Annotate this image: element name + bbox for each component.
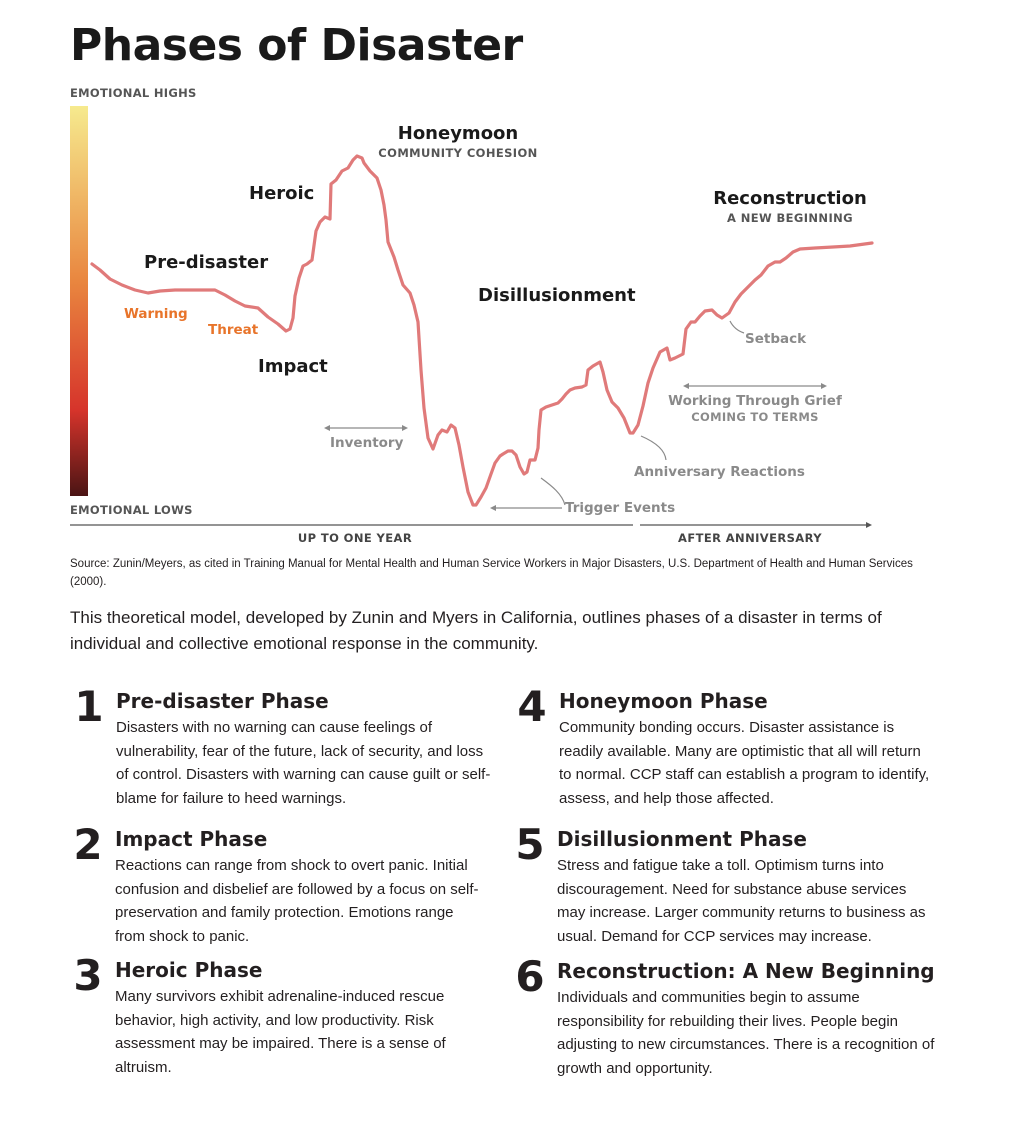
phase-description: Community bonding occurs. Disaster assistance is readily available. Many are optimistic that all will return to normal. CCP staff can establish a program to identify, assess, and help those affected.: [559, 719, 930, 807]
phase-2: [73, 820, 515, 948]
phase-title: Reconstruction: A New Beginning: [557, 959, 935, 983]
phase-5: [515, 820, 957, 948]
intro-paragraph: This theoretical model, developed by Zunin and Myers in California, outlines phases of a disaster in terms of individual and collective emotional response in the community.: [70, 608, 882, 653]
phase-number: 4: [517, 682, 547, 731]
phase-number: 5: [515, 820, 545, 869]
label-pre-disaster: Pre-disaster: [144, 252, 269, 273]
phase-number: 6: [515, 952, 545, 1001]
label-trigger-events: Trigger Events: [565, 500, 676, 516]
source-citation: Source: Zunin/Meyers, as cited in Training Manual for Mental Health and Human Service Workers in Major Disasters, U.S. Department of Health and Human Services (2000).: [70, 558, 913, 588]
label-working-through-grief: Working Through Grief: [668, 393, 842, 409]
phase-number: 1: [74, 682, 104, 731]
trigger-events-connector: [490, 478, 565, 511]
grief-arrow: [683, 383, 827, 389]
phase-title: Disillusionment Phase: [557, 827, 807, 851]
phase-number: 3: [73, 951, 103, 1000]
anniversary-connector: [641, 436, 666, 460]
label-impact: Impact: [258, 356, 328, 377]
phase-description: Individuals and communities begin to assume responsibility for rebuilding their lives. People begin adjusting to new circumstances. There is a recognition of growth and opportunity.: [557, 989, 935, 1077]
label-threat: Threat: [208, 322, 259, 338]
phase-description: Disasters with no warning can cause feelings of vulnerability, fear of the future, lack of security, and loss of control. Disasters with warning can cause guilt or self-blame for failure to heed warnings.: [116, 719, 491, 807]
phase-6: [515, 952, 957, 1080]
phases-diagram: [0, 0, 1011, 552]
setback-connector: [730, 321, 744, 333]
phase-number: 2: [73, 820, 103, 869]
page-title: Phases of Disaster: [70, 20, 523, 71]
phase-3: [73, 951, 515, 1079]
label-reconstruction: Reconstruction: [713, 188, 867, 209]
label-coming-to-terms: COMING TO TERMS: [691, 410, 819, 424]
phase-title: Heroic Phase: [115, 958, 263, 982]
phase-title: Pre-disaster Phase: [116, 689, 329, 713]
phase-4: [517, 682, 959, 810]
label-up-to-one-year: UP TO ONE YEAR: [297, 531, 413, 545]
label-warning: Warning: [124, 306, 188, 322]
phase-description: Reactions can range from shock to overt panic. Initial confusion and disbelief are followed by a focus on self-preservation and family protection. Emotions range from shock to panic.: [115, 857, 479, 945]
label-setback: Setback: [745, 331, 807, 347]
label-disillusionment: Disillusionment: [478, 285, 636, 306]
axis-label-lows: EMOTIONAL LOWS: [70, 503, 193, 517]
timeline-arrowhead: [866, 522, 872, 528]
phase-description: Many survivors exhibit adrenaline-induced rescue behavior, high activity, and low productivity. Risk assessment may be impaired. There is a sense of altruism.: [115, 988, 446, 1076]
phase-description: Stress and fatigue take a toll. Optimism turns into discouragement. Need for substance abuse services may increase. Larger community returns to business as usual. Demand for CCP services may increase.: [557, 857, 926, 945]
label-heroic: Heroic: [249, 183, 315, 204]
emotion-gradient-bar: [70, 106, 88, 496]
label-honeymoon: Honeymoon: [397, 123, 519, 144]
label-community-cohesion: COMMUNITY COHESION: [378, 146, 538, 160]
label-after-anniversary: AFTER ANNIVERSARY: [678, 531, 822, 545]
inventory-arrow: [324, 425, 408, 431]
label-anniversary-reactions: Anniversary Reactions: [634, 464, 805, 480]
phase-title: Impact Phase: [115, 827, 268, 851]
label-inventory: Inventory: [330, 435, 404, 451]
label-a-new-beginning: A NEW BEGINNING: [726, 211, 854, 225]
phase-title: Honeymoon Phase: [559, 689, 768, 713]
phase-1: [74, 682, 516, 810]
axis-label-highs: EMOTIONAL HIGHS: [70, 86, 197, 100]
